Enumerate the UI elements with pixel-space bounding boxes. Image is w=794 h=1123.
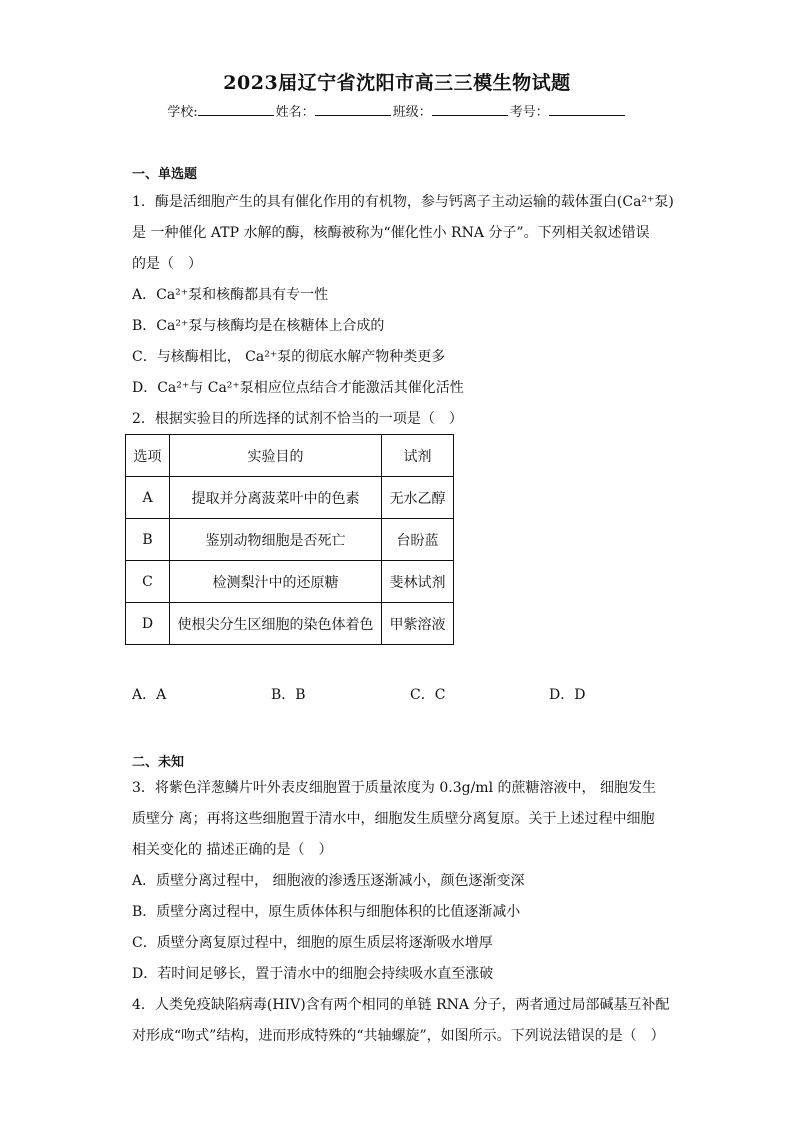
table-row xyxy=(126,519,454,561)
q1-option-d: D．Ca²⁺与 Ca²⁺泵相应位点结合才能激活其催化活性 xyxy=(132,380,464,396)
q1-stem-line-3: 的是（ ） xyxy=(132,256,202,272)
q4-stem-line-1: 4．人类免疫缺陷病毒(HIV)含有两个相同的单链 RNA 分子，两者通过局部碱基互补配 xyxy=(132,997,670,1013)
page-title: 2023届辽宁省沈阳市高三三模生物试题 xyxy=(223,72,571,94)
q1-option-b: B．Ca²⁺泵与核酶均是在核糖体上合成的 xyxy=(132,318,385,334)
table-cell: 斐林试剂 xyxy=(382,561,454,603)
class-blank xyxy=(432,103,508,116)
table-cell: 无水乙醇 xyxy=(382,477,454,519)
number-label: 考号： xyxy=(509,105,549,120)
section-heading-1: 一、单选题 xyxy=(132,167,198,182)
q3-stem-line-2: 质壁分 离；再将这些细胞置于清水中，细胞发生质壁分离复原。关于上述过程中细胞 xyxy=(132,811,655,827)
table-cell: 甲紫溶液 xyxy=(382,603,454,645)
q2-option-c: C．C xyxy=(410,687,446,703)
table-row xyxy=(126,603,454,645)
school-label: 学校: xyxy=(167,105,198,120)
table-cell: 鉴别动物细胞是否死亡 xyxy=(170,519,382,561)
q2-stem: 2．根据实验目的所选择的试剂不恰当的一项是（ ） xyxy=(132,411,463,427)
table-cell: 台盼蓝 xyxy=(382,519,454,561)
table-cell: D xyxy=(126,603,170,645)
q2-option-a: A．A xyxy=(132,687,167,703)
name-blank xyxy=(315,103,391,116)
class-label: 班级： xyxy=(392,105,432,120)
table-cell: C xyxy=(126,561,170,603)
section-heading-2: 二、未知 xyxy=(132,755,185,770)
table-cell: 提取并分离菠菜叶中的色素 xyxy=(170,477,382,519)
q1-stem-line-2: 是 一种催化 ATP 水解的酶，核酶被称为“催化性小 RNA 分子”。下列相关叙述错误 xyxy=(132,225,650,241)
q2-option-d: D．D xyxy=(549,687,586,703)
q3-stem-line-1: 3．将紫色洋葱鳞片叶外表皮细胞置于质量浓度为 0.3g/ml 的蔗糖溶液中， 细胞发生 xyxy=(132,780,656,796)
q1-option-a: A．Ca²⁺泵和核酶都具有专一性 xyxy=(132,287,329,303)
table-cell: 检测梨汁中的还原糖 xyxy=(170,561,382,603)
q3-option-c: C．质壁分离复原过程中，细胞的原生质层将逐渐吸水增厚 xyxy=(132,935,493,951)
number-blank xyxy=(549,103,625,116)
table-row xyxy=(126,477,454,519)
q1-stem-line-1: 1．酶是活细胞产生的具有催化作用的有机物，参与钙离子主动运输的载体蛋白(Ca²⁺泵) xyxy=(132,194,674,210)
name-label: 姓名： xyxy=(275,105,315,120)
q3-option-d: D．若时间足够长，置于清水中的细胞会持续吸水直至涨破 xyxy=(132,966,494,982)
q2-table xyxy=(125,434,454,645)
table-header-row xyxy=(126,435,454,477)
school-blank xyxy=(198,103,274,116)
header-cell: 选项 xyxy=(126,435,170,477)
q4-stem-line-2: 对形成“吻式”结构，进而形成特殊的“共轴螺旋”，如图所示。下列说法错误的是（ ） xyxy=(132,1028,665,1044)
q3-option-a: A．质壁分离过程中， 细胞液的渗透压逐渐减小，颜色逐渐变深 xyxy=(132,873,525,889)
table-cell: A xyxy=(126,477,170,519)
q2-option-b: B．B xyxy=(271,687,306,703)
student-info xyxy=(0,101,794,120)
table-cell: B xyxy=(126,519,170,561)
q1-option-c: C．与核酶相比， Ca²⁺泵的彻底水解产物种类更多 xyxy=(132,349,446,365)
table-cell: 使根尖分生区细胞的染色体着色 xyxy=(170,603,382,645)
q3-option-b: B．质壁分离过程中，原生质体体积与细胞体积的比值逐渐减小 xyxy=(132,904,521,920)
q3-stem-line-3: 相关变化的 描述正确的是（ ） xyxy=(132,842,333,858)
header-cell: 试剂 xyxy=(382,435,454,477)
header-cell: 实验目的 xyxy=(170,435,382,477)
table-row xyxy=(126,561,454,603)
